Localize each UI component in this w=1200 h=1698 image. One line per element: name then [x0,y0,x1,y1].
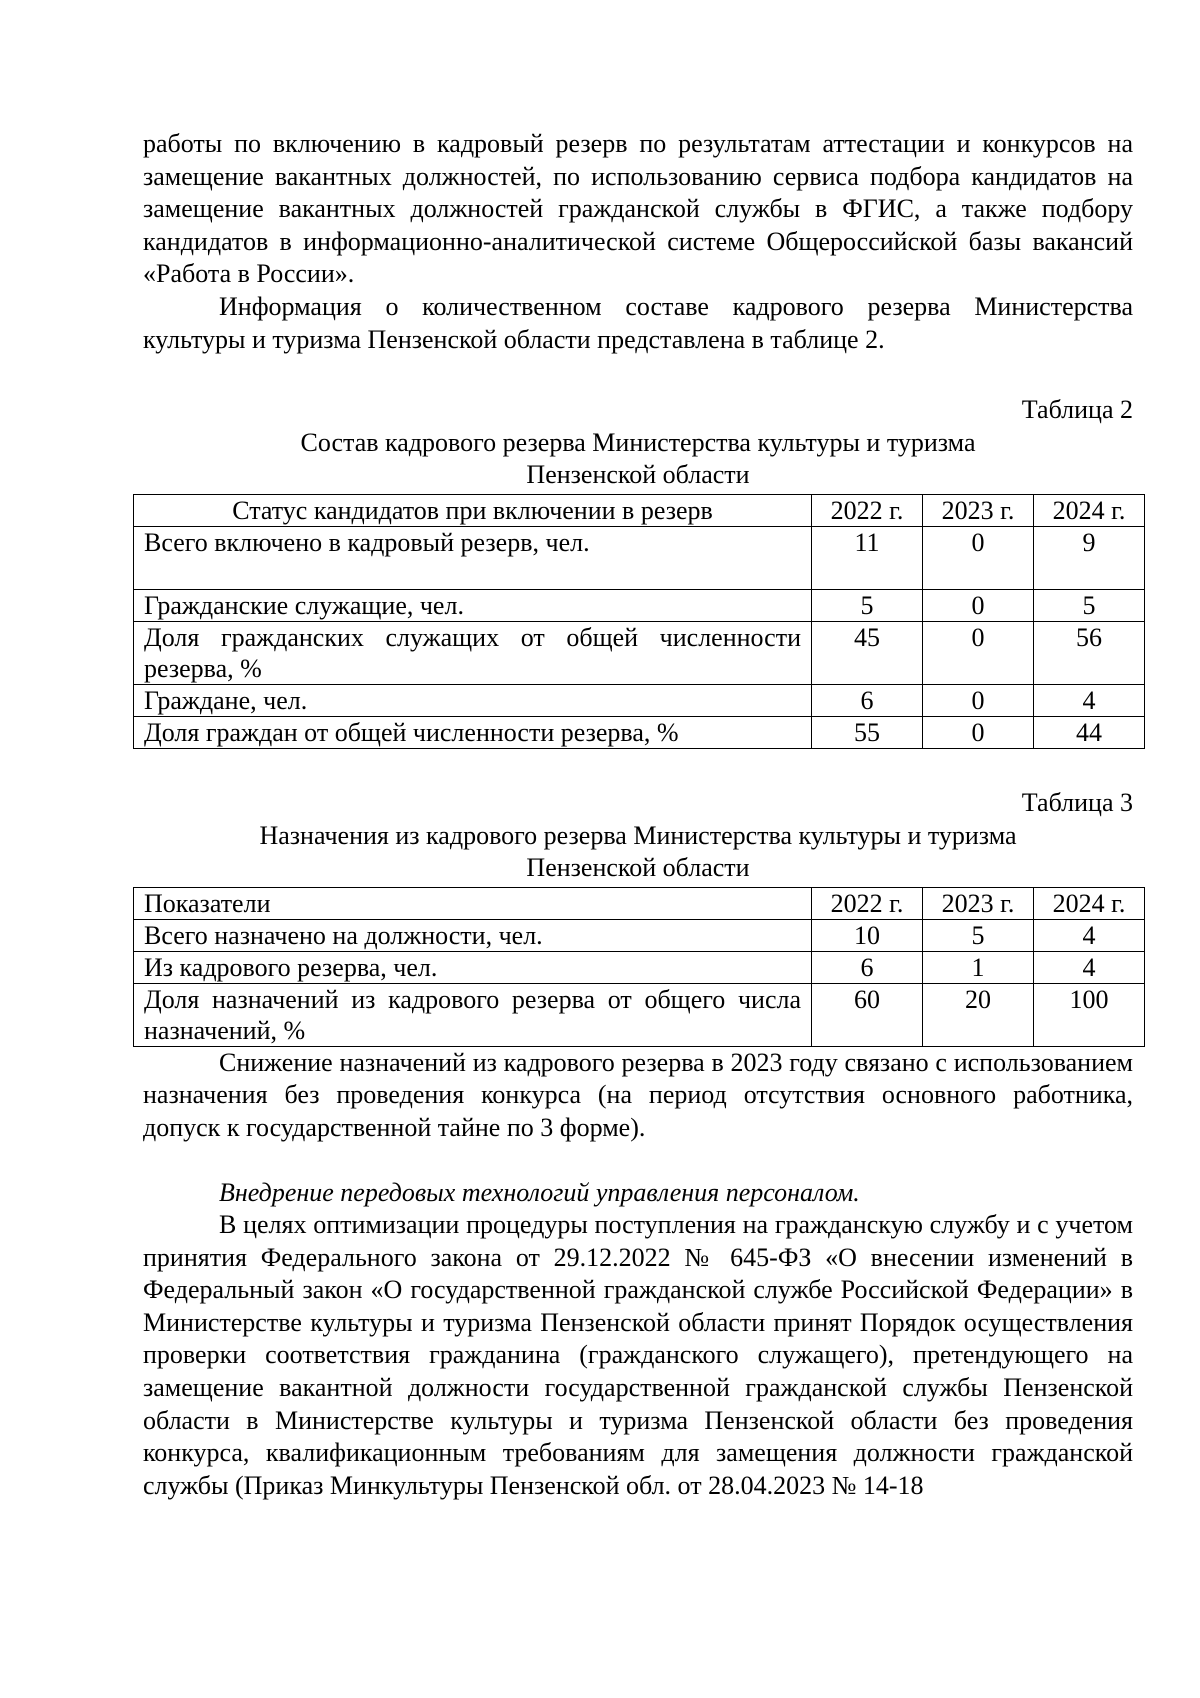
table-cell: 0 [923,684,1034,716]
table3-header-row [134,887,1145,919]
table-row [134,716,1145,748]
table-cell: 5 [812,589,923,621]
table-cell: Доля гражданских служащих от общей численности резерва, % [134,621,812,684]
table2-title [143,427,1133,492]
table-cell: 11 [812,526,923,589]
table3-title [143,820,1133,885]
table-cell: Всего назначено на должности, чел. [134,919,812,951]
intro-paragraph: работы по включению в кадровый резерв по результатам аттестации и конкурсов на замещение вакантных должностей, по использованию сервиса подбора кандидатов на замещение вакантных должностей гражданской службы в ФГИС, а также подбору кандидатов в информационно-аналитической системе Общероссийской базы вакансий «Работа в России». [143,129,1133,289]
table-row [134,621,1145,684]
table-row [134,951,1145,983]
table2-header-2024: 2024 г. [1034,494,1145,526]
table-cell: 4 [1034,684,1145,716]
table-cell: 0 [923,526,1034,589]
section-heading: Внедрение передовых технологий управления персоналом. [219,1177,860,1207]
table-row [134,983,1145,1046]
table-cell: 4 [1034,919,1145,951]
table3-header-2024: 2024 г. [1034,887,1145,919]
table-row [134,919,1145,951]
table-row [134,589,1145,621]
table2-header-status: Статус кандидатов при включении в резерв [134,494,812,526]
table-cell: 20 [923,983,1034,1046]
table-cell: 0 [923,621,1034,684]
table2-header-2022: 2022 г. [812,494,923,526]
table2-header-2023: 2023 г. [923,494,1034,526]
table2-title-line2: Пензенской области [526,460,750,490]
table-cell: 45 [812,621,923,684]
table-cell: Гражданские служащие, чел. [134,589,812,621]
info-paragraph: Информация о количественном составе кадрового резерва Министерства культуры и туризма Пензенской области представлена в таблице 2. [143,291,1133,354]
table3 [133,887,1145,1047]
table3-title-line1: Назначения из кадрового резерва Министерства культуры и туризма [259,820,1017,850]
decrease-paragraph: Снижение назначений из кадрового резерва в 2023 году связано с использованием назначения без проведения конкурса (на период отсутствия основного работника, допуск к государственной тайне по 3 форме). [143,1047,1133,1142]
table-cell: 10 [812,919,923,951]
table-cell: 5 [1034,589,1145,621]
table2-header-row [134,494,1145,526]
table3-header-indicators: Показатели [134,887,812,919]
spacer [143,1145,1133,1177]
table3-header-2023: 2023 г. [923,887,1034,919]
table-cell: Из кадрового резерва, чел. [134,951,812,983]
table3-label: Таблица 3 [1021,787,1133,817]
table-cell: 6 [812,684,923,716]
table-cell: 4 [1034,951,1145,983]
table-cell: 5 [923,919,1034,951]
table-cell: 100 [1034,983,1145,1046]
final-paragraph: В целях оптимизации процедуры поступления на гражданскую службу и с учетом принятия Федерального закона от 29.12.2022 № 645-ФЗ «О внесении изменений в Федеральный закон «О государственной гражданской службе Российской Федерации» в Министерстве культуры и туризма Пензенской области принят Порядок осуществления проверки соответствия гражданина (гражданского служащего), претендующего на замещение вакантной должности государственной гражданской службы Пензенской области в Министерстве культуры и туризма Пензенской области без проведения конкурса, квалификационным требованиям для замещения должности гражданской службы (Приказ Минкультуры Пензенской обл. от 28.04.2023 № 14-18 [143,1210,1133,1500]
table2-label: Таблица 2 [1021,395,1133,425]
document-page [143,128,1133,1502]
table-cell: 44 [1034,716,1145,748]
table-cell: 6 [812,951,923,983]
table-cell: 9 [1034,526,1145,589]
table3-title-line2: Пензенской области [526,853,750,883]
table-cell: 56 [1034,621,1145,684]
table3-header-2022: 2022 г. [812,887,923,919]
table-cell: 0 [923,716,1034,748]
table-cell: Граждане, чел. [134,684,812,716]
table-cell: 55 [812,716,923,748]
table-cell: Доля граждан от общей численности резерва, % [134,716,812,748]
table-cell: 60 [812,983,923,1046]
table-cell: 1 [923,951,1034,983]
table-cell: Всего включено в кадровый резерв, чел. [134,526,812,589]
table2-title-line1: Состав кадрового резерва Министерства культуры и туризма [300,427,976,457]
table-cell: 0 [923,589,1034,621]
table2 [133,494,1145,749]
table-row [134,526,1145,589]
table-cell: Доля назначений из кадрового резерва от общего числа назначений, % [134,983,812,1046]
table-row [134,684,1145,716]
